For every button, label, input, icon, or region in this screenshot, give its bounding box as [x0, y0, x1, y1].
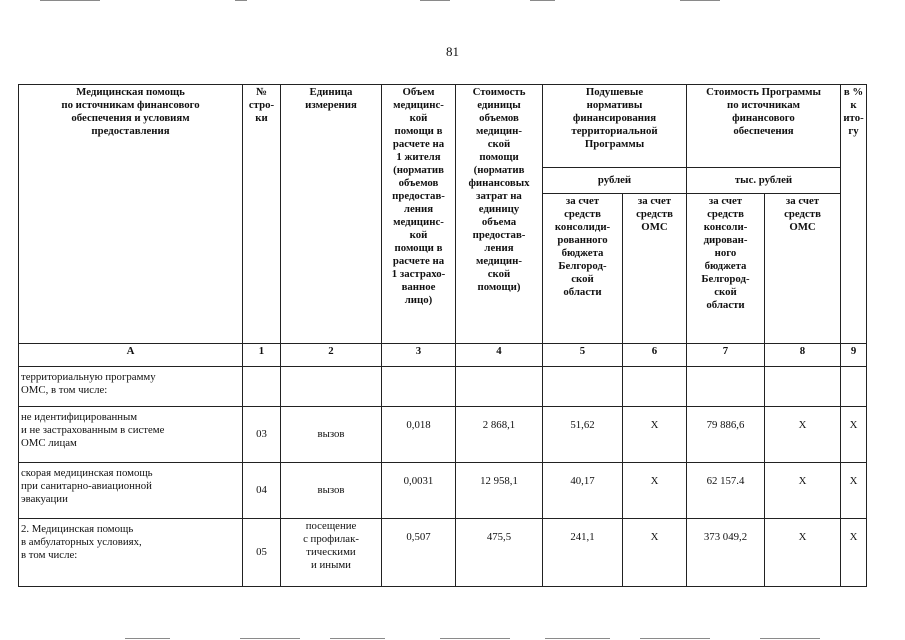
row-per-capita-oms: X — [623, 519, 687, 587]
header-unit-rubles: рублей — [543, 168, 687, 194]
header-program-cost-group: Стоимость Программы по источникам финансового обеспечения — [687, 85, 841, 168]
top-edge-mark — [530, 0, 555, 1]
row-unit-cost: 2 868,1 — [456, 407, 543, 463]
row-cost-budget: 373 049,2 — [687, 519, 765, 587]
header-volume-norm: Объем медицинс- кой помощи в расчете на 1 жителя (норматив объемов предостав- ления медицинс- кой помощи в расчете на 1 застрахо- ванное лицо) — [382, 85, 456, 344]
top-edge-mark — [40, 0, 100, 1]
row-cost-oms: X — [765, 407, 841, 463]
table-row — [19, 519, 867, 587]
column-number: 6 — [623, 344, 687, 367]
row-label: не идентифицированным и не застрахованным в системе ОМС лицам — [19, 407, 243, 463]
row-cost-oms — [765, 367, 841, 407]
table-row — [19, 367, 867, 407]
row-volume: 0,0031 — [382, 463, 456, 519]
row-unit: посещение с профилак- тическими и иными — [281, 519, 382, 587]
row-line-number: 05 — [243, 519, 281, 587]
header-cost-budget: за счет средств консоли- дирован- ного бюджета Белгород- ской области — [687, 194, 765, 344]
column-number: А — [19, 344, 243, 367]
column-number: 1 — [243, 344, 281, 367]
column-number: 7 — [687, 344, 765, 367]
header-line-number: № стро- ки — [243, 85, 281, 344]
row-unit: вызов — [281, 463, 382, 519]
row-percent — [841, 367, 867, 407]
header-per-capita-oms: за счет средств ОМС — [623, 194, 687, 344]
row-unit-cost: 475,5 — [456, 519, 543, 587]
row-unit-cost — [456, 367, 543, 407]
row-line-number: 03 — [243, 407, 281, 463]
row-cost-oms: X — [765, 463, 841, 519]
financing-table — [18, 84, 867, 587]
column-number: 2 — [281, 344, 382, 367]
header-care-type: Медицинская помощь по источникам финансового обеспечения и условиям предоставления — [19, 85, 243, 344]
row-volume: 0,018 — [382, 407, 456, 463]
row-label: 2. Медицинская помощь в амбулаторных условиях, в том числе: — [19, 519, 243, 587]
row-per-capita-budget: 51,62 — [543, 407, 623, 463]
row-per-capita-budget — [543, 367, 623, 407]
column-number: 8 — [765, 344, 841, 367]
top-edge-mark — [235, 0, 247, 1]
table-row — [19, 407, 867, 463]
row-percent: X — [841, 463, 867, 519]
row-per-capita-budget: 241,1 — [543, 519, 623, 587]
top-edge-mark — [420, 0, 450, 1]
row-cost-budget: 62 157.4 — [687, 463, 765, 519]
row-percent: X — [841, 407, 867, 463]
row-cost-budget: 79 886,6 — [687, 407, 765, 463]
header-unit: Единица измерения — [281, 85, 382, 344]
row-unit — [281, 367, 382, 407]
column-number: 9 — [841, 344, 867, 367]
row-cost-oms: X — [765, 519, 841, 587]
column-number: 5 — [543, 344, 623, 367]
header-per-capita-budget: за счет средств консолиди- рованного бюджета Белгород- ской области — [543, 194, 623, 344]
header-per-capita-group: Подушевые нормативы финансирования территориальной Программы — [543, 85, 687, 168]
row-volume — [382, 367, 456, 407]
table-row — [19, 463, 867, 519]
row-volume: 0,507 — [382, 519, 456, 587]
column-number: 3 — [382, 344, 456, 367]
header-cost-oms: за счет средств ОМС — [765, 194, 841, 344]
row-unit-cost: 12 958,1 — [456, 463, 543, 519]
row-line-number: 04 — [243, 463, 281, 519]
page-number: 81 — [446, 44, 459, 59]
bottom-edge-marks — [0, 633, 905, 640]
top-edge-mark — [680, 0, 720, 1]
row-per-capita-oms — [623, 367, 687, 407]
row-per-capita-budget: 40,17 — [543, 463, 623, 519]
row-per-capita-oms: X — [623, 407, 687, 463]
row-cost-budget — [687, 367, 765, 407]
row-percent: X — [841, 519, 867, 587]
row-line-number — [243, 367, 281, 407]
column-number: 4 — [456, 344, 543, 367]
row-label: территориальную программу ОМС, в том числе: — [19, 367, 243, 407]
header-unit-thousand-rubles: тыс. рублей — [687, 168, 841, 194]
row-label: скорая медицинская помощь при санитарно-авиационной эвакуации — [19, 463, 243, 519]
row-unit: вызов — [281, 407, 382, 463]
header-unit-cost: Стоимость единицы объемов медицин- ской помощи (норматив финансовых затрат на единицу объема предостав- ления медицин- ской помощи) — [456, 85, 543, 344]
header-percent: в % к ито- гу — [841, 85, 867, 344]
row-per-capita-oms: X — [623, 463, 687, 519]
